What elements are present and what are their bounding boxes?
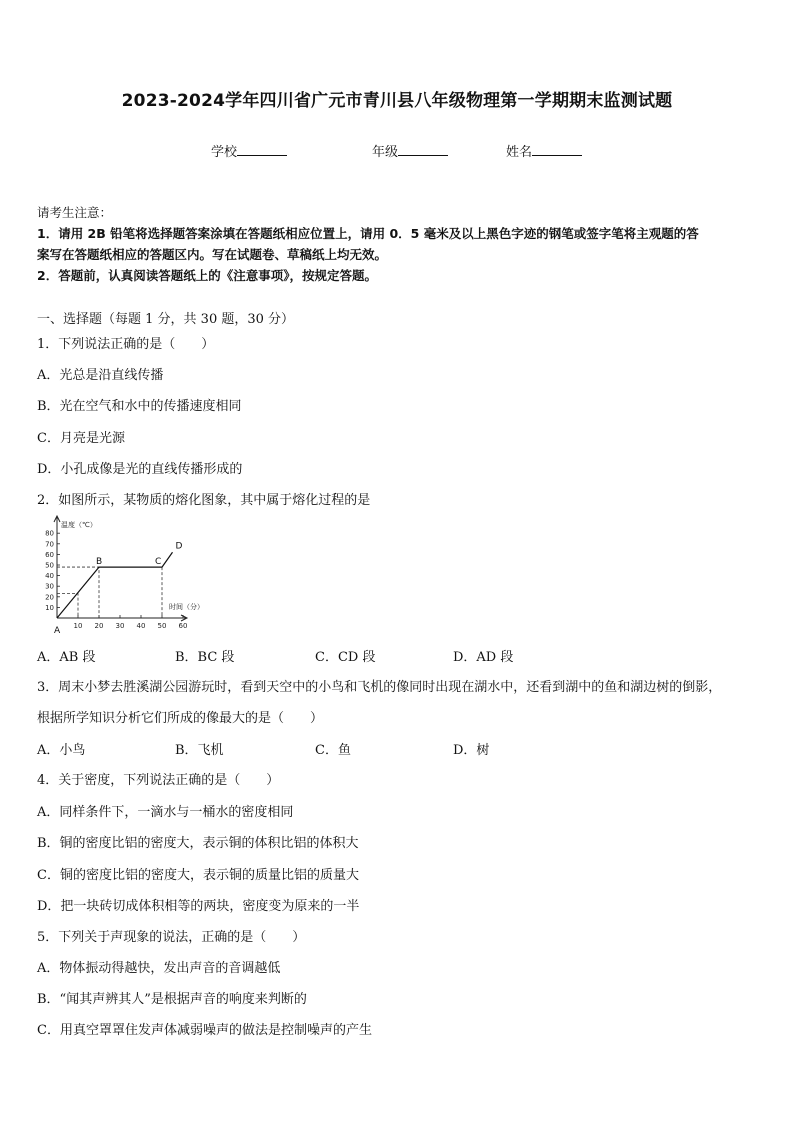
- y-tick-label: 50: [45, 561, 54, 570]
- y-tick-label: 60: [45, 550, 54, 559]
- q1-option-b[interactable]: B．光在空气和水中的传播速度相同: [37, 399, 242, 414]
- notice-heading: 请考生注意：: [37, 205, 113, 220]
- q3-stem: 3．周末小梦去胜溪湖公园游玩时，看到天空中的小鸟和飞机的像同时出现在湖水中，还看到湖中的鱼和湖边树的倒影，: [37, 680, 722, 695]
- q2-option-c[interactable]: C．CD 段: [315, 650, 376, 665]
- q4-option-c[interactable]: C．铜的密度比铝的密度大，表示铜的质量比铝的质量大: [37, 868, 359, 883]
- q5-option-c[interactable]: C．用真空罩罩住发声体减弱噪声的做法是控制噪声的产生: [37, 1023, 372, 1038]
- q1-stem: 1．下列说法正确的是（ ）: [37, 337, 215, 352]
- x-tick-label: 20: [94, 622, 104, 630]
- y-axis-title: 温度（℃）: [61, 521, 97, 529]
- q2-stem: 2．如图所示，某物质的熔化图象，其中属于熔化过程的是: [37, 493, 371, 508]
- grade-field[interactable]: [372, 141, 448, 160]
- q2-option-a[interactable]: A．AB 段: [37, 650, 96, 665]
- x-tick-label: 60: [178, 622, 188, 630]
- q5-option-a[interactable]: A．物体振动得越快，发出声音的音调越低: [37, 961, 281, 976]
- q5-stem: 5．下列关于声现象的说法，正确的是（ ）: [37, 930, 306, 945]
- q4-option-b[interactable]: B．铜的密度比铝的密度大，表示铜的体积比铝的体积大: [37, 836, 359, 851]
- section-heading: 一、选择题（每题 1 分，共 30 题，30 分）: [37, 312, 295, 327]
- y-tick-label: 10: [45, 603, 54, 612]
- q2-option-d[interactable]: D．AD 段: [453, 650, 514, 665]
- point-label-a: A: [54, 626, 61, 636]
- name-label: 姓名: [506, 145, 533, 160]
- dashed-guide: [57, 567, 162, 618]
- q3-option-c[interactable]: C．鱼: [315, 743, 351, 758]
- y-tick-label: 20: [45, 593, 54, 602]
- y-tick-label: 40: [45, 572, 54, 581]
- y-tick-label: 70: [45, 540, 54, 549]
- school-blank[interactable]: [237, 142, 287, 156]
- y-tick-label: 80: [45, 529, 54, 538]
- q2-option-b[interactable]: B．BC 段: [175, 650, 235, 665]
- school-label: 学校: [211, 145, 238, 160]
- exam-title: 2023-2024学年四川省广元市青川县八年级物理第一学期期末监测试题: [121, 91, 673, 111]
- point-label-b: B: [96, 557, 103, 568]
- grade-label: 年级: [372, 145, 399, 160]
- q3-option-a[interactable]: A．小鸟: [37, 743, 86, 758]
- q1-option-c[interactable]: C．月亮是光源: [37, 431, 125, 446]
- q4-option-d[interactable]: D．把一块砖切成体积相等的两块，密度变为原来的一半: [37, 899, 360, 914]
- y-tick-label: 30: [45, 582, 54, 591]
- x-tick-label: 30: [115, 622, 125, 630]
- notice-item-1-cont: 案写在答题纸相应的答题区内。写在试题卷、草稿纸上均无效。: [37, 247, 388, 262]
- x-tick-label: 50: [157, 622, 167, 630]
- x-axis-title: 时间（分）: [169, 603, 204, 611]
- q4-option-a[interactable]: A．同样条件下，一滴水与一桶水的密度相同: [37, 805, 294, 820]
- point-label-d: D: [175, 541, 183, 552]
- point-label-c: C: [155, 557, 162, 568]
- q4-stem: 4．关于密度，下列说法正确的是（ ）: [37, 773, 280, 788]
- q1-option-a[interactable]: A．光总是沿直线传播: [37, 368, 164, 383]
- notice-item-2: 2．答题前，认真阅读答题纸上的《注意事项》，按规定答题。: [37, 268, 377, 283]
- x-tick-label: 40: [136, 622, 146, 630]
- school-field[interactable]: [211, 141, 287, 160]
- notice-item-1: 1．请用 2B 铅笔将选择题答案涂填在答题纸相应位置上，请用 0．5 毫米及以上黑色字迹的钢笔或签字笔将主观题的答: [37, 226, 699, 241]
- name-field[interactable]: [506, 141, 582, 160]
- q1-option-d[interactable]: D．小孔成像是光的直线传播形成的: [37, 462, 243, 477]
- q3-option-d[interactable]: D．树: [453, 743, 490, 758]
- name-blank[interactable]: [532, 142, 582, 156]
- x-tick-label: 10: [73, 622, 83, 630]
- q3-stem-cont: 根据所学知识分析它们所成的像最大的是（ ）: [37, 711, 324, 726]
- melting-graph: [37, 515, 209, 637]
- grade-blank[interactable]: [398, 142, 448, 156]
- q3-option-b[interactable]: B．飞机: [175, 743, 224, 758]
- q5-option-b[interactable]: B．“闻其声辨其人”是根据声音的响度来判断的: [37, 992, 307, 1007]
